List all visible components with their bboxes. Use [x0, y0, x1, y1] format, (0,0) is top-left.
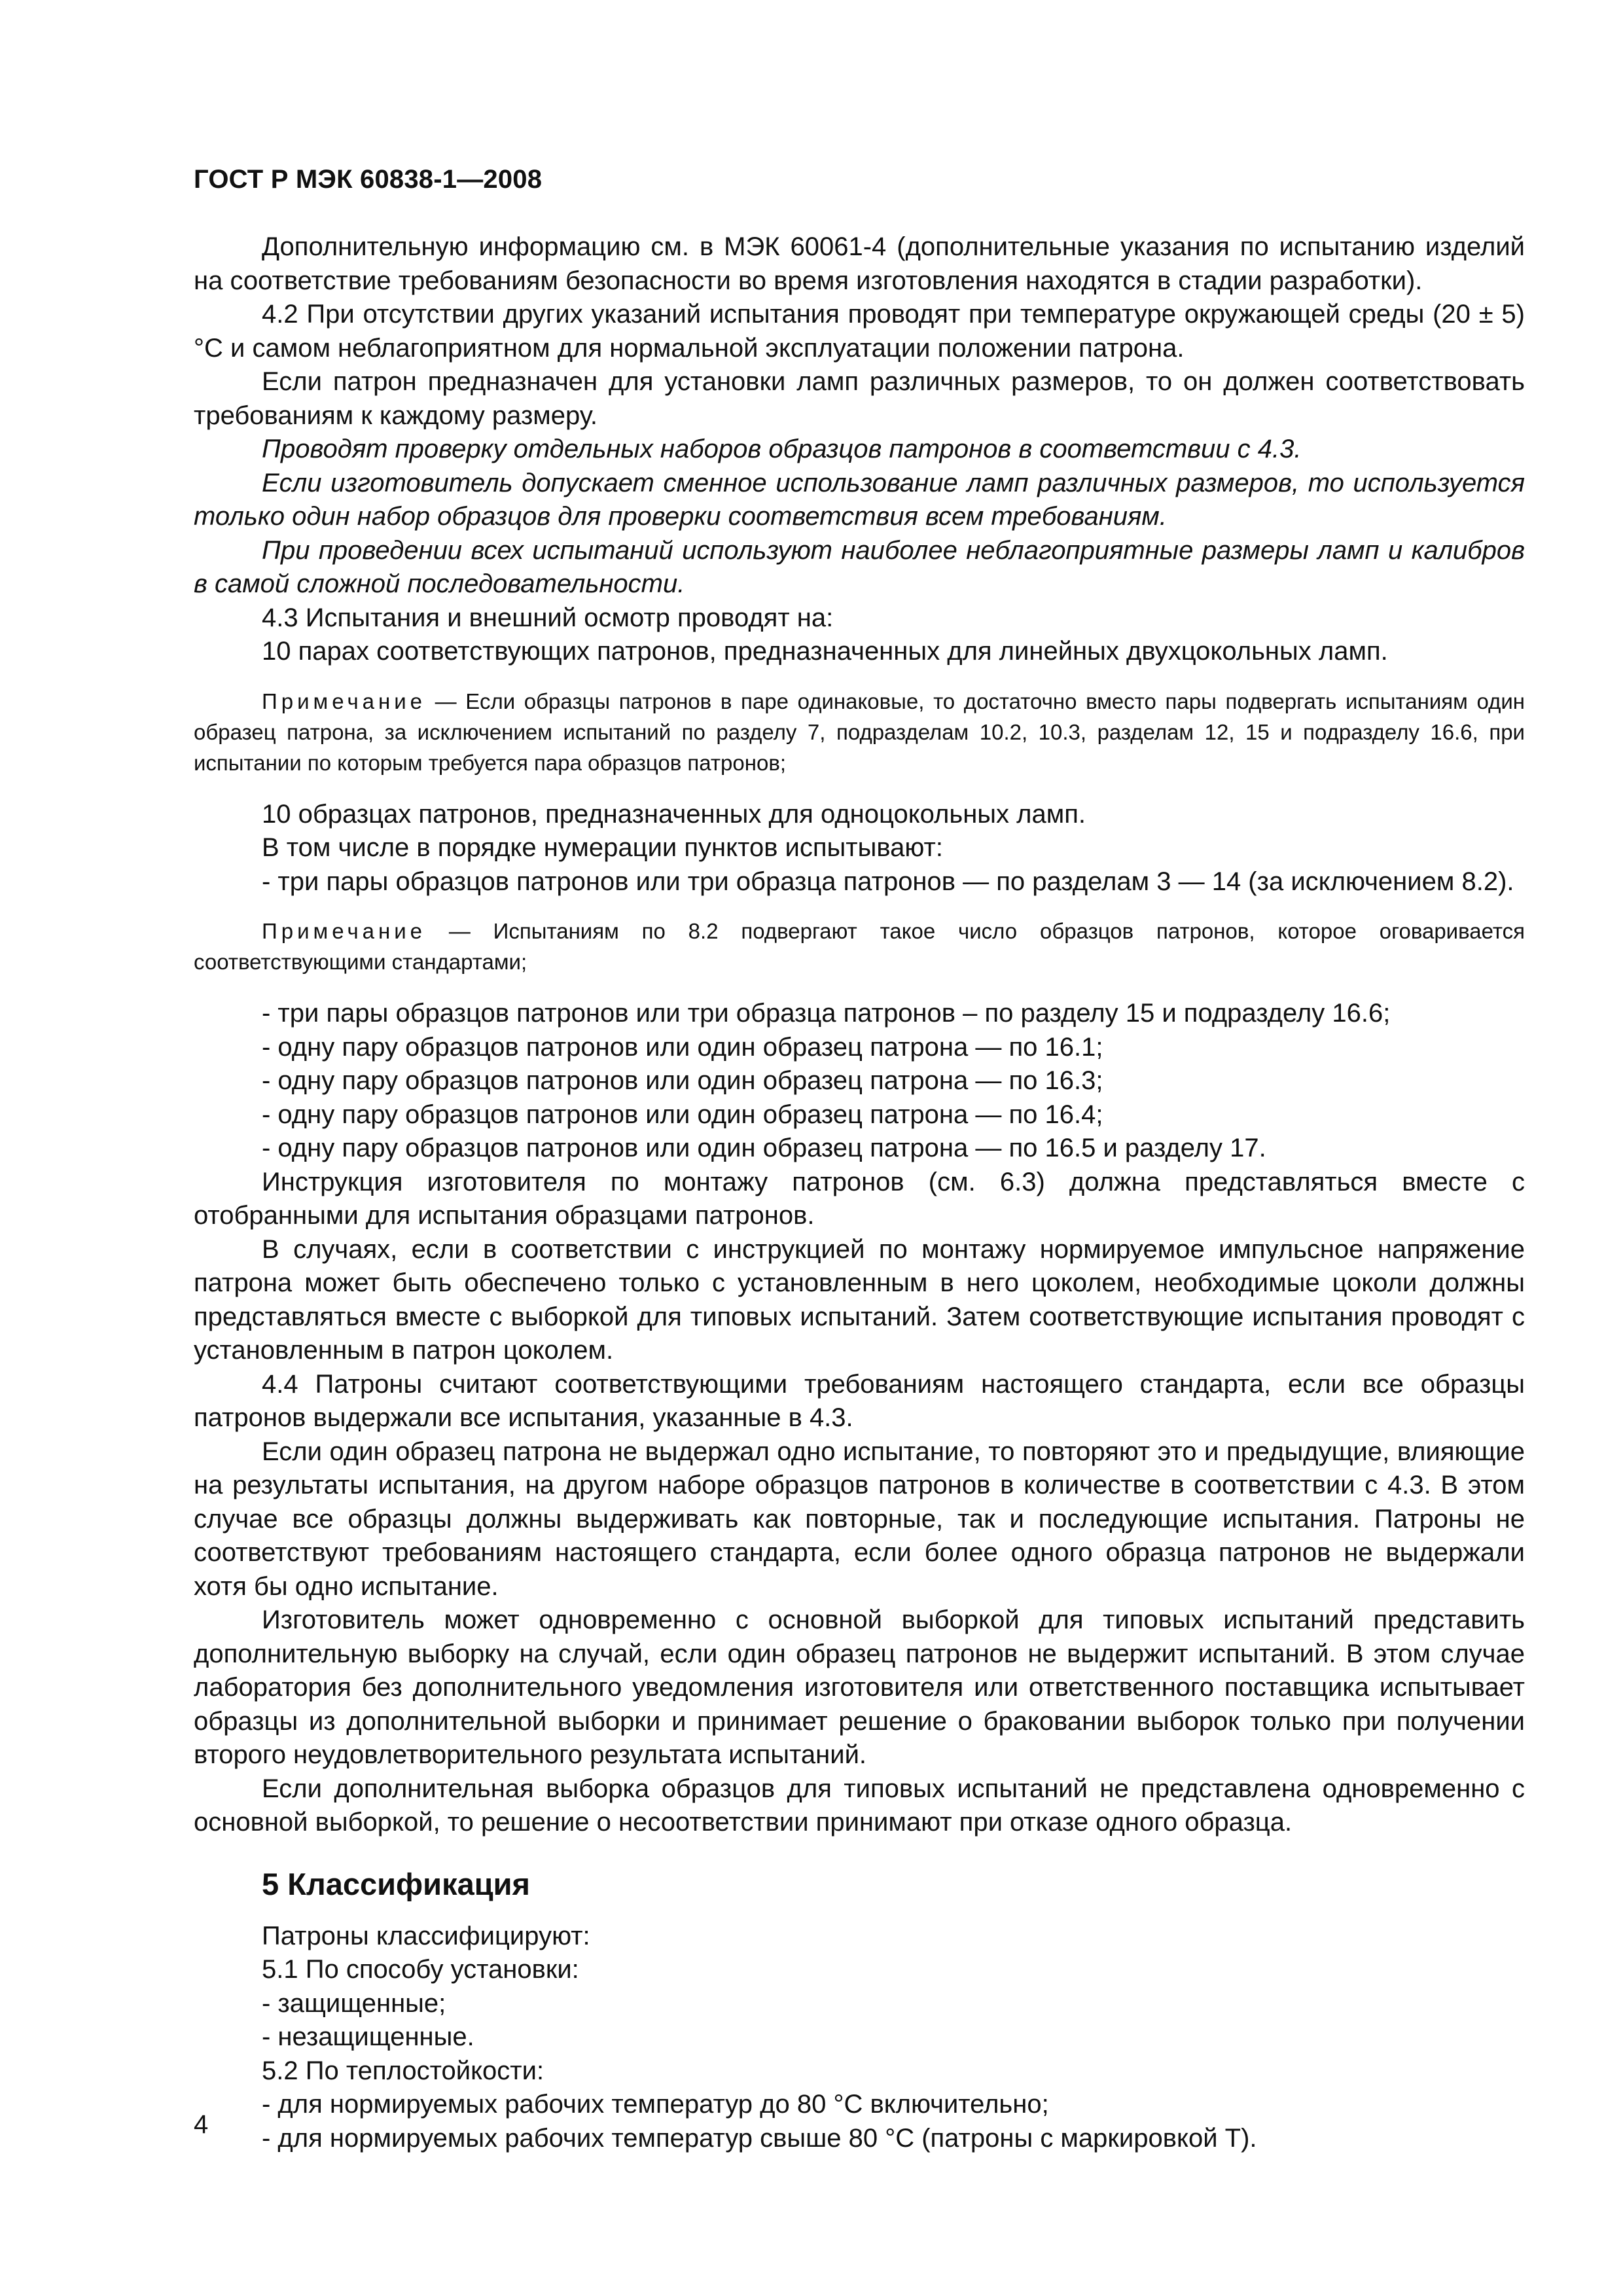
document-body [194, 230, 1525, 2155]
paragraph: Если патрон предназначен для установки ламп различных размеров, то он должен соответствовать требованиям к каждому размеру. [194, 367, 1525, 430]
paragraph: 4.3 Испытания и внешний осмотр проводят на: [262, 603, 834, 632]
document-header: ГОСТ Р МЭК 60838-1—2008 [194, 165, 543, 194]
list-item: - для нормируемых рабочих температур до 80 °С включительно; [262, 2090, 1049, 2119]
list-item: - три пары образцов патронов или три образца патронов — по разделам 3 — 14 (за исключением 8.2). [262, 867, 1514, 896]
paragraph: Дополнительную информацию см. в МЭК 60061-4 (дополнительные указания по испытанию изделий на соответствие требованиям безопасности во время изготовления находятся в стадии разработки). [194, 232, 1525, 295]
paragraph: 10 образцах патронов, предназначенных для одноцокольных ламп. [262, 799, 1086, 829]
paragraph: Патроны классифицируют: [262, 1921, 590, 1950]
note-text: — Если образцы патронов в паре одинаковые, то достаточно вместо пары подвергать испытаниям один образец патрона, за исключением испытаний по разделу 7, подразделам 10.2, 10.3, разделам 12, 15 и подразделу 16.6, при испытании по которым требуется пара образцов патронов; [194, 689, 1525, 775]
list-item: - три пары образцов патронов или три образца патронов – по разделу 15 и подразделу 16.6; [262, 999, 1391, 1028]
italic-paragraph: Если изготовитель допускает сменное использование ламп различных размеров, то используется только один набор образцов для проверки соответствия всем требованиям. [194, 468, 1525, 531]
italic-paragraph: Проводят проверку отдельных наборов образцов патронов в соответствии с 4.3. [262, 435, 1302, 463]
paragraph: В случаях, если в соответствии с инструкцией по монтажу нормируемое импульсное напряжение патрона может быть обеспечено только с установленным в него цоколем, необходимые цоколи должны представляться вместе с выборкой для типовых испытаний. Затем соответствующие испытания проводят с установленным в патрон цоколем. [194, 1234, 1525, 1365]
note-1 [194, 686, 1525, 778]
paragraph: 5.2 По теплостойкости: [262, 2056, 544, 2085]
page-number: 4 [194, 2110, 209, 2139]
list-item: - одну пару образцов патронов или один образец патрона — по 16.1; [262, 1032, 1103, 1062]
list-item: - незащищенные. [262, 2022, 474, 2051]
paragraph: 4.2 При отсутствии других указаний испытания проводят при температуре окружающей среды (20 ± 5) °С и самом неблагоприятном для нормальной эксплуатации положении патрона. [194, 300, 1525, 363]
note-label: Примечание [262, 919, 427, 943]
paragraph: Если дополнительная выборка образцов для типовых испытаний не представлена одновременно с основной выборкой, то решение о несоответствии принимают при отказе одного образца. [194, 1774, 1525, 1837]
paragraph: В том числе в порядке нумерации пунктов испытывают: [262, 833, 943, 862]
note-label: Примечание [262, 689, 427, 713]
paragraph: Изготовитель может одновременно с основной выборкой для типовых испытаний представить дополнительную выборку на случай, если один образец патронов не выдержит испытаний. В этом случае лаборатория без дополнительного уведомления изготовителя или ответственного поставщика испытывает образцы из дополнительной выборки и принимает решение о браковании выборок только при получении второго неудовлетворительного результата испытаний. [194, 1605, 1525, 1769]
list-item: - защищенные; [262, 1988, 446, 2018]
note-text: — Испытаниям по 8.2 подвергают такое число образцов патронов, которое оговаривается соответствующими стандартами; [194, 919, 1525, 974]
list-item: - одну пару образцов патронов или один образец патрона — по 16.5 и разделу 17. [262, 1134, 1266, 1162]
list-item: - для нормируемых рабочих температур свыше 80 °С (патроны с маркировкой Т). [262, 2123, 1257, 2153]
paragraph: 4.4 Патроны считают соответствующими требованиям настоящего стандарта, если все образцы патронов выдержали все испытания, указанные в 4.3. [194, 1369, 1525, 1432]
paragraph: 10 парах соответствующих патронов, предназначенных для линейных двухцокольных ламп. [262, 637, 1388, 666]
paragraph: Инструкция изготовителя по монтажу патронов (см. 6.3) должна представляться вместе с отобранными для испытания образцами патронов. [194, 1167, 1525, 1230]
paragraph: 5.1 По способу установки: [262, 1955, 579, 1984]
section-title: 5 Классификация [262, 1866, 530, 1901]
list-item: - одну пару образцов патронов или один образец патрона — по 16.4; [262, 1100, 1103, 1129]
note-2 [194, 916, 1525, 977]
italic-paragraph: При проведении всех испытаний используют наиболее неблагоприятные размеры ламп и калибров в самой сложной последовательности. [194, 535, 1525, 598]
paragraph: Если один образец патрона не выдержал одно испытание, то повторяют это и предыдущие, влияющие на результаты испытания, на другом наборе образцов патронов в количестве в соответствии с 4.3. В этом случае все образцы должны выдерживать как повторные, так и последующие испытания. Патроны не соответствуют требованиям настоящего стандарта, если более одного образца патронов не выдержали хотя бы одно испытание. [194, 1437, 1525, 1601]
list-item: - одну пару образцов патронов или один образец патрона — по 16.3; [262, 1066, 1103, 1095]
